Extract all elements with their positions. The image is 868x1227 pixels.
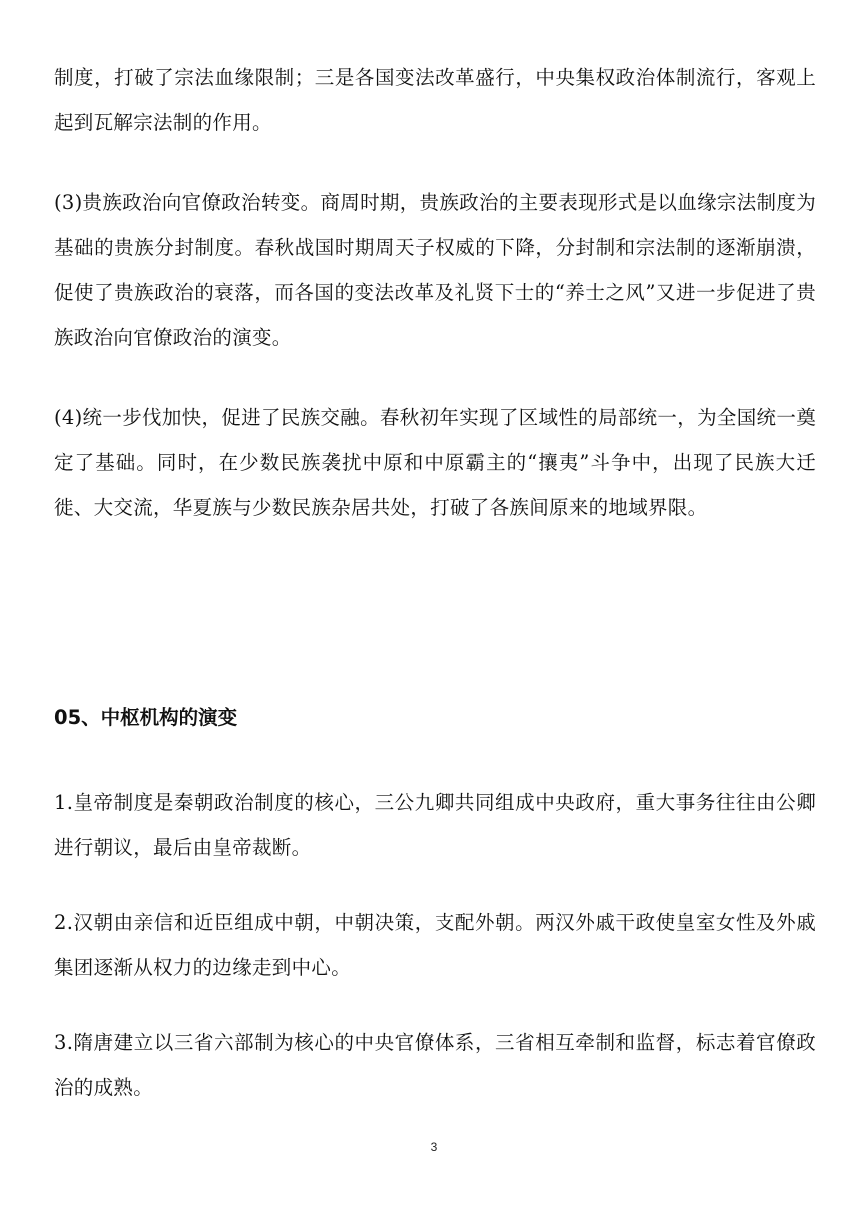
paragraph-point-4: (4)统一步伐加快，促进了民族交融。春秋初年实现了区域性的局部统一，为全国统一奠定了基础。同时，在少数民族袭扰中原和中原霸主的“攘夷”斗争中，出现了民族大迁徙、大交流，华夏族与少数民族杂居共处，打破了各族间原来的地域界限。 [54, 406, 816, 519]
section-item-3: 3.隋唐建立以三省六部制为核心的中央官僚体系，三省相互牵制和监督，标志着官僚政治的成熟。 [54, 1031, 816, 1099]
section-item-1: 1.皇帝制度是秦朝政治制度的核心，三公九卿共同组成中央政府，重大事务往往由公卿进行朝议，最后由皇帝裁断。 [54, 791, 816, 859]
section-item-2: 2.汉朝由亲信和近臣组成中朝，中朝决策，支配外朝。两汉外戚干政使皇室女性及外戚集团逐渐从权力的边缘走到中心。 [54, 911, 816, 979]
paragraph-continuation: 制度，打破了宗法血缘限制；三是各国变法改革盛行，中央集权政治体制流行，客观上起到瓦解宗法制的作用。 [54, 66, 816, 134]
page-number: 3 [430, 1140, 438, 1154]
document-page [54, 0, 816, 1227]
section-heading: 05、中枢机构的演变 [54, 706, 238, 729]
paragraph-point-3: (3)贵族政治向官僚政治转变。商周时期，贵族政治的主要表现形式是以血缘宗法制度为基础的贵族分封制度。春秋战国时期周天子权威的下降，分封制和宗法制的逐渐崩溃，促使了贵族政治的衰落，而各国的变法改革及礼贤下士的“养士之风”又进一步促进了贵族政治向官僚政治的演变。 [54, 191, 816, 349]
